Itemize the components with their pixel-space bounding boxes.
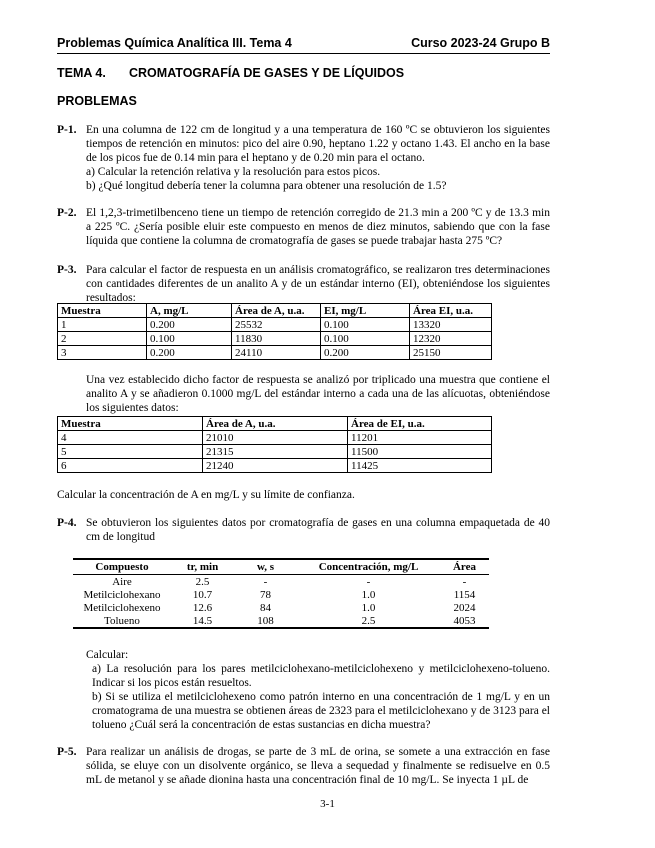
table-cell: 0.100 [321,318,410,332]
table-cell: 11500 [348,445,492,459]
table-row [58,445,492,459]
col-header: tr, min [171,559,234,575]
col-header: Área de EI, u.a. [348,417,492,431]
page-number: 3-1 [320,798,335,810]
table-cell: 0.200 [147,318,232,332]
table-cell: 21010 [203,431,348,445]
table-row [73,614,489,628]
col-header: A, mg/L [147,304,232,318]
page-header [57,36,550,54]
table-cell: 4 [58,431,203,445]
table-cell: 1 [58,318,147,332]
table-row [58,332,492,346]
table-cell: 78 [260,588,271,601]
table-cell: Metilciclohexano [83,588,161,601]
table-cell: 0.100 [321,332,410,346]
problem-4 [57,516,550,544]
table-row [58,431,492,445]
problem-5 [57,745,550,787]
table-cell: 84 [260,601,271,614]
header-left: Problemas Química Analítica III. Tema 4 [57,36,292,50]
col-header: Compuesto [73,559,171,575]
problem-text: El 1,2,3-trimetilbenceno tiene un tiempo de retención corregido de 21.3 min a 200 ºC y de 13.3 min a 225 ºC. ¿Sería posible eluir este compuesto en menos de diez minutos, sabiendo que con la fase líquida que contiene la columna de cromatografía de gases se puede trabajar hasta 275 ºC? [86,207,550,247]
question-a: a) Calcular la retención relativa y la resolución para estos picos. [86,166,381,178]
compounds-table [73,558,489,629]
chapter-title [57,66,404,80]
table-cell: - [263,575,268,588]
table-cell: 14.5 [171,614,234,628]
table-cell: 11425 [348,459,492,473]
problem-3-continuation [86,373,550,415]
table-cell: 11201 [348,431,492,445]
header-right: Curso 2023-24 Grupo B [411,36,550,50]
table-cell: 2 [58,332,147,346]
table-cell: 13320 [410,318,492,332]
table-cell: 0.200 [147,346,232,360]
problem-text: Calcular la concentración de A en mg/L y su límite de confianza. [57,489,355,501]
problem-label: P-3. [57,264,77,276]
table-cell: 2.5 [297,614,440,628]
problem-text: Se obtuvieron los siguientes datos por cromatografía de gases en una columna empaquetada de 40 cm de longitud [86,517,550,543]
problem-4-questions [86,648,550,732]
table-cell: Tolueno [73,614,171,628]
problem-label: P-2. [57,207,77,219]
table-cell: 24110 [232,346,321,360]
problem-3 [57,263,550,305]
col-header: w, s [234,559,297,575]
table-row [58,318,492,332]
table-cell: 0.100 [147,332,232,346]
col-header: Área de A, u.a. [203,417,348,431]
question-a: a) La resolución para los pares metilciclohexano-metilciclohexeno y metilciclohexeno-tolueno. Indicar si los picos están resueltos. [92,663,550,689]
col-header: Muestra [58,417,203,431]
table-row [73,601,489,614]
results-table-2 [57,416,492,473]
table-cell: 2024 [453,601,476,614]
table-cell: 10.7 [192,588,213,601]
table-cell: 5 [58,445,203,459]
table-cell: 2.5 [195,575,210,588]
problem-1 [57,123,550,193]
table-row [58,346,492,360]
table-cell: Metilciclohexeno [83,601,161,614]
table-cell: 108 [234,614,297,628]
problem-text: Para realizar un análisis de drogas, se parte de 3 mL de orina, se somete a una extracción en fase sólida, se eluye con un disolvente orgánico, se lleva a sequedad y finalmente se redisuelve en 0.5 mL de metanol y se añade dionina hasta una concentración final de 10 mg/L. Se inyecta 1 µL de [86,746,550,786]
table-cell: - [462,575,467,588]
table-cell: - [366,575,371,588]
table-cell: 11830 [232,332,321,346]
section-title: PROBLEMAS [57,94,137,108]
question-b: b) ¿Qué longitud debería tener la columna para obtener una resolución de 1.5? [86,180,447,192]
table-row [73,588,489,601]
table-row [58,459,492,473]
col-header: Área [440,559,489,575]
table-row [73,575,489,589]
table-cell: 1.0 [361,601,376,614]
table-cell: 4053 [440,614,489,628]
problem-text: Una vez establecido dicho factor de respuesta se analizó por triplicado una muestra que contiene el analito A y se añadieron 0.1000 mg/L del estándar interno a cada una de las alícuotas, obteniéndose los siguientes datos: [86,374,550,414]
table-cell: 1.0 [361,588,376,601]
problem-label: P-5. [57,746,77,758]
results-table-1 [57,303,492,360]
table-cell: 3 [58,346,147,360]
table-cell: 21240 [203,459,348,473]
question-b: b) Si se utiliza el metilciclohexeno como patrón interno en una concentración de 1 mg/L y en un cromatograma de una muestra se obtienen áreas de 2323 para el metilciclohexano y de 3123 para el tolueno ¿Cuál será la concentración de estas sustancias en dicha muestra? [92,691,550,731]
table-cell: 12320 [410,332,492,346]
col-header: Área de A, u.a. [232,304,321,318]
calc-label: Calcular: [86,649,129,661]
table-cell: 1154 [453,588,476,601]
problem-text: En una columna de 122 cm de longitud y a una temperatura de 160 ºC se obtuvieron los siguientes tiempos de retención en minutos: pico del aire 0.90, heptano 1.22 y octano 1.43. El ancho en la base de los picos fue de 0.14 min para el heptano y de 0.20 min para el octano. [86,124,550,164]
table-cell: Aire [112,575,132,588]
col-header: Área EI, u.a. [410,304,492,318]
problem-2 [57,206,550,248]
col-header: EI, mg/L [321,304,410,318]
problem-3-question [57,488,550,502]
table-cell: 12.6 [192,601,213,614]
header-rule [57,53,550,54]
table-cell: 0.200 [321,346,410,360]
col-header: Muestra [58,304,147,318]
problem-label: P-4. [57,517,77,529]
problem-label: P-1. [57,124,77,136]
chapter-number: TEMA 4. [57,66,106,80]
table-cell: 25150 [410,346,492,360]
chapter-title-text: CROMATOGRAFÍA DE GASES Y DE LÍQUIDOS [129,66,405,80]
problem-text: Para calcular el factor de respuesta en un análisis cromatográfico, se realizaron tres determinaciones con cantidades diferentes de un analito A y de un estándar interno (EI), obteniéndose los siguientes resultados: [86,264,550,304]
table-cell: 6 [58,459,203,473]
col-header: Concentración, mg/L [297,559,440,575]
table-cell: 25532 [232,318,321,332]
table-cell: 21315 [203,445,348,459]
